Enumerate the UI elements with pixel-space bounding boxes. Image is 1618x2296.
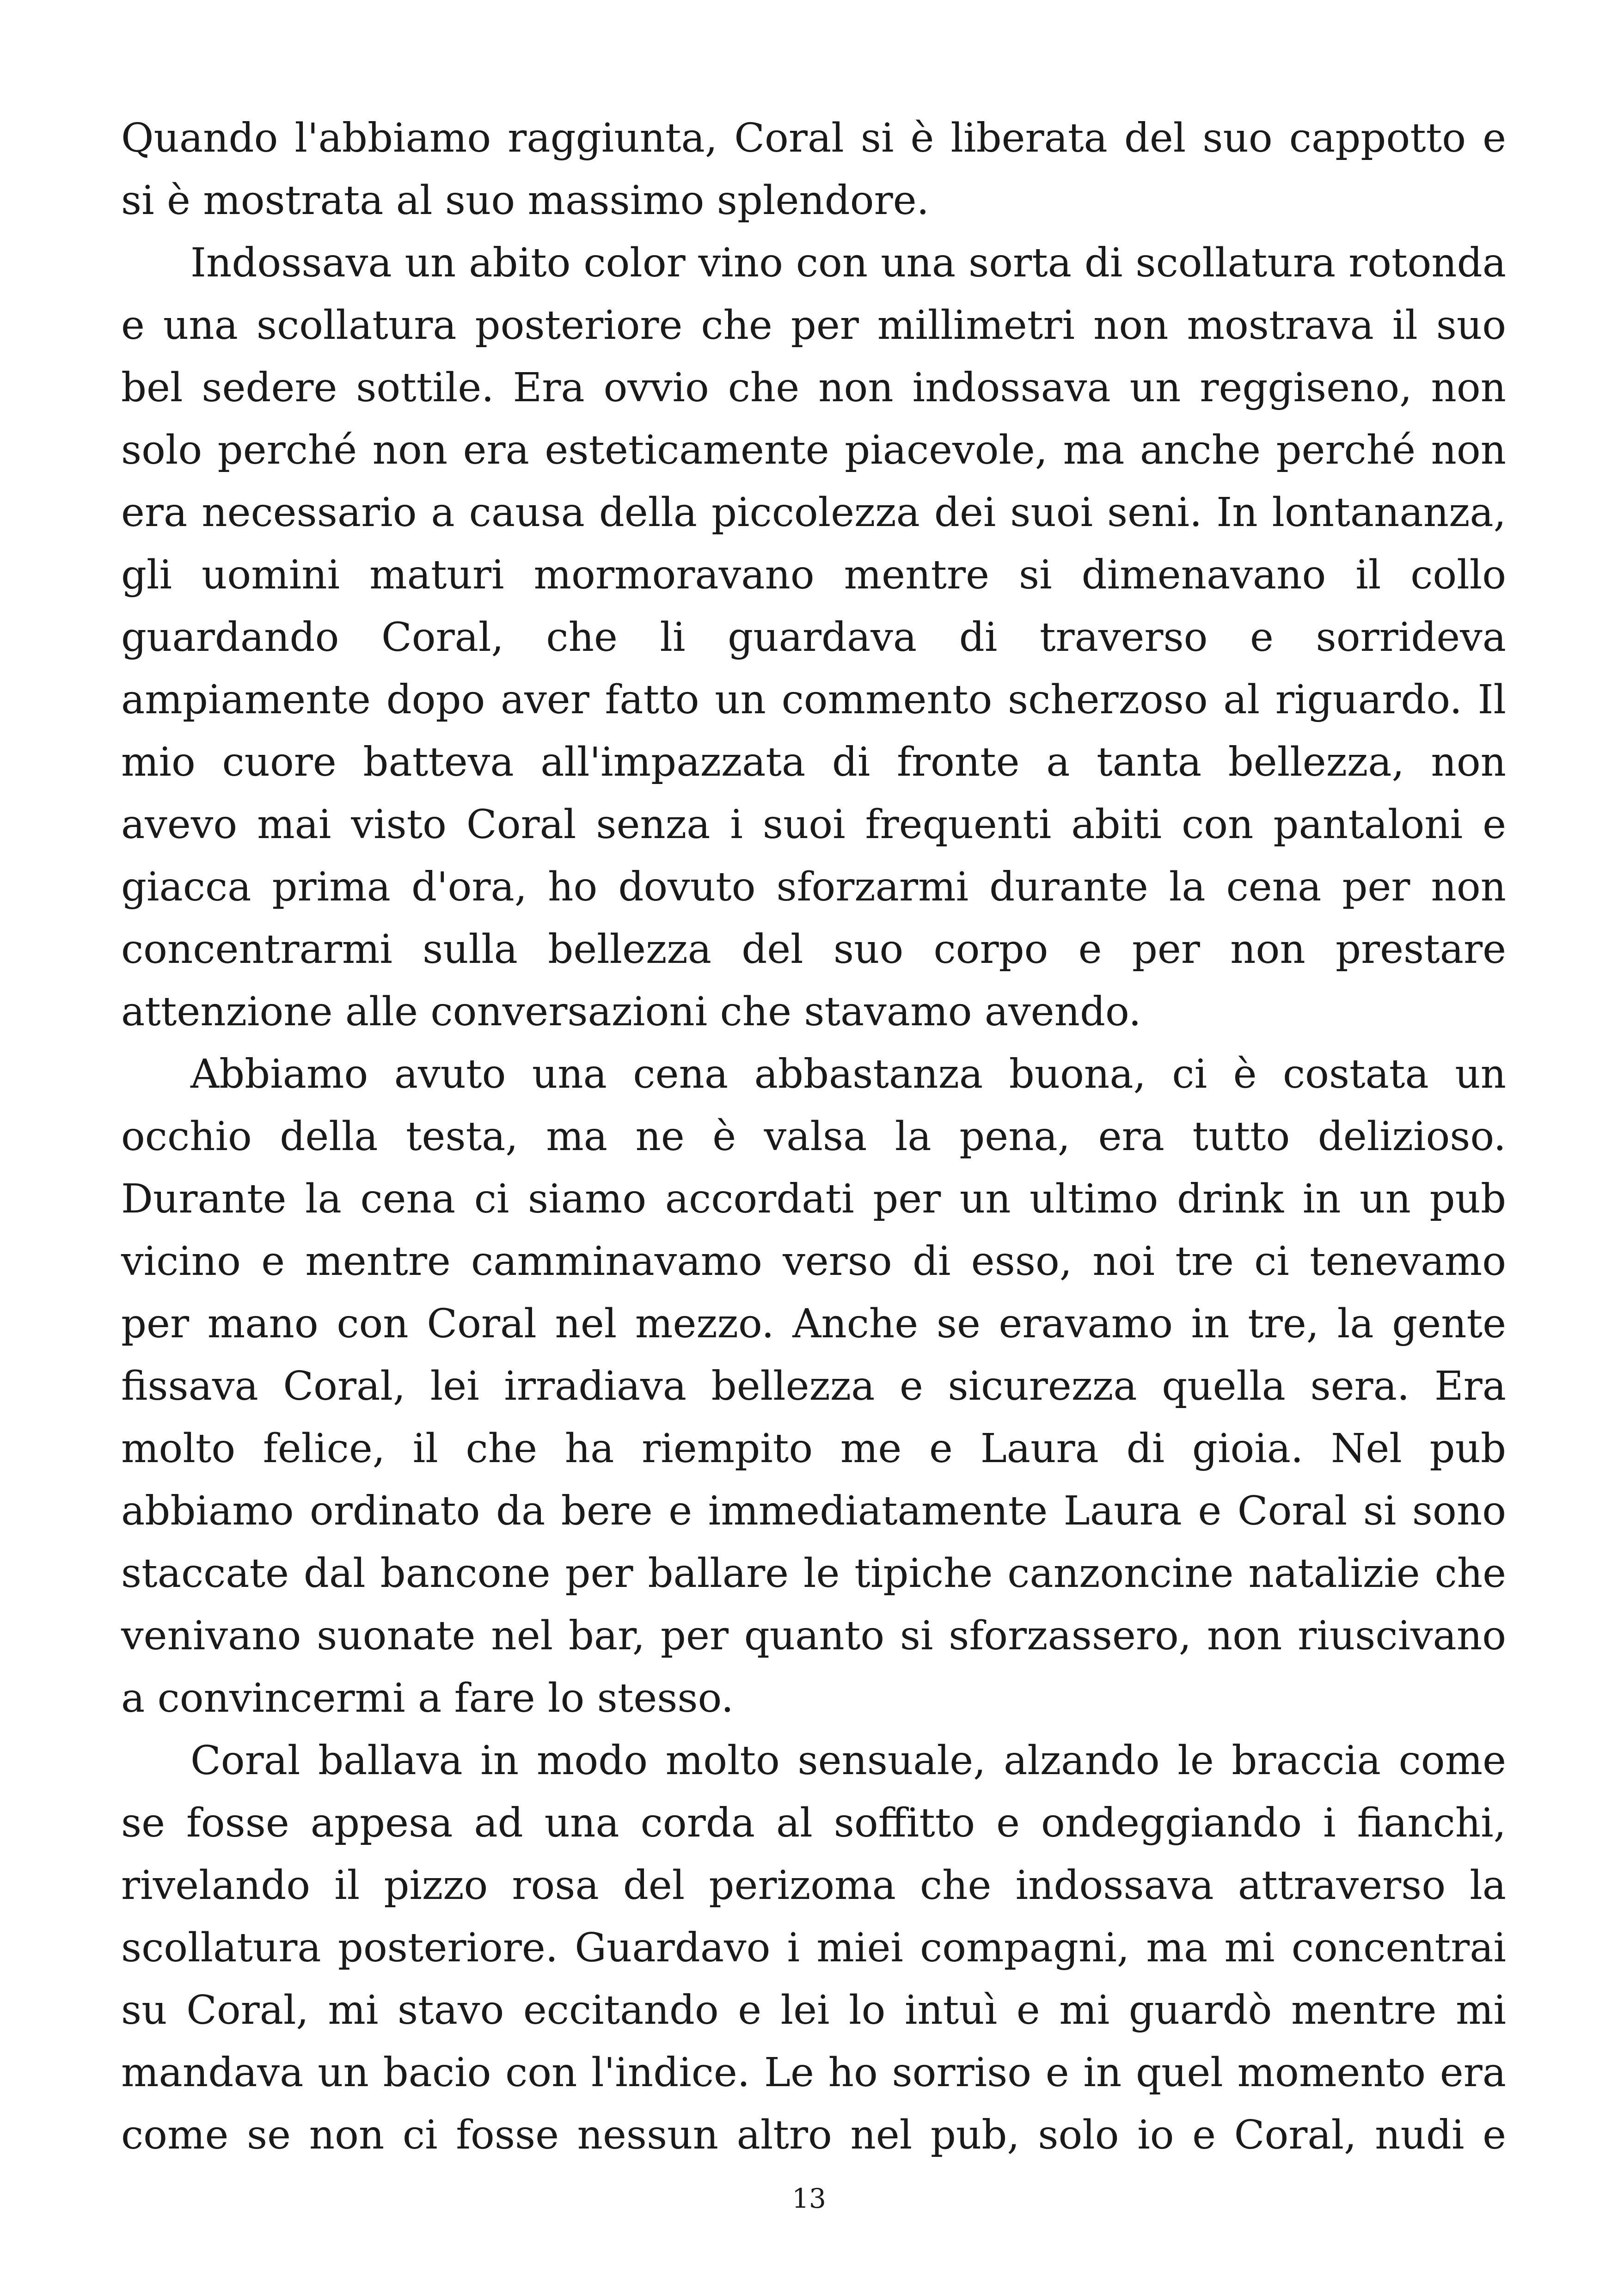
paragraph-2: Indossava un abito color vino con una sorta di scollatura rotonda e una scollatura posteriore che per millimetri non mostrava il suo bel sedere sottile. Era ovvio che non indossava un reggiseno, non solo perché non era esteticamente piacevole, ma anche perché non era necessario a causa della piccolezza dei suoi seni. In lontananza, gli uomini maturi mormoravano mentre si dimenavano il collo guardando Coral, che li guardava di traverso e sorrideva ampiamente dopo aver fatto un commento scherzoso al riguardo. Il mio cuore batteva all'impazzata di fronte a tanta bellezza, non avevo mai visto Coral senza i suoi frequenti abiti con pantaloni e giacca prima d'ora, ho dovuto sforzarmi durante la cena per non concentrarmi sulla bellezza del suo corpo e per non prestare attenzione alle conversazioni che stavamo avendo. (121, 240, 1506, 1035)
body-text (121, 107, 1506, 2167)
page-number: 13 (792, 2183, 826, 2214)
paragraph-4: Coral ballava in modo molto sensuale, alzando le braccia come se fosse appesa ad una corda al soffitto e ondeggiando i fianchi, rivelando il pizzo rosa del perizoma che indossava attraverso la scollatura posteriore. Guardavo i miei compagni, ma mi concentrai su Coral, mi stavo eccitando e lei lo intuì e mi guardò mentre mi mandava un bacio con l'indice. Le ho sorriso e in quel momento era come se non ci fosse nessun altro nel pub, solo io e Coral, nudi e (121, 1738, 1506, 2158)
paragraph-3: Abbiamo avuto una cena abbastanza buona, ci è costata un occhio della testa, ma ne è valsa la pena, era tutto delizioso. Durante la cena ci siamo accordati per un ultimo drink in un pub vicino e mentre camminavamo verso di esso, noi tre ci tenevamo per mano con Coral nel mezzo. Anche se eravamo in tre, la gente fissava Coral, lei irradiava bellezza e sicurezza quella sera. Era molto felice, il che ha riempito me e Laura di gioia. Nel pub abbiamo ordinato da bere e immediatamente Laura e Coral si sono staccate dal bancone per ballare le tipiche canzoncine natalizie che venivano suonate nel bar, per quanto si sforzassero, non riuscivano a convincermi a fare lo stesso. (121, 1051, 1506, 1721)
paragraph-1: Quando l'abbiamo raggiunta, Coral si è liberata del suo cappotto e si è mostrata al suo massimo splendore. (121, 115, 1506, 224)
